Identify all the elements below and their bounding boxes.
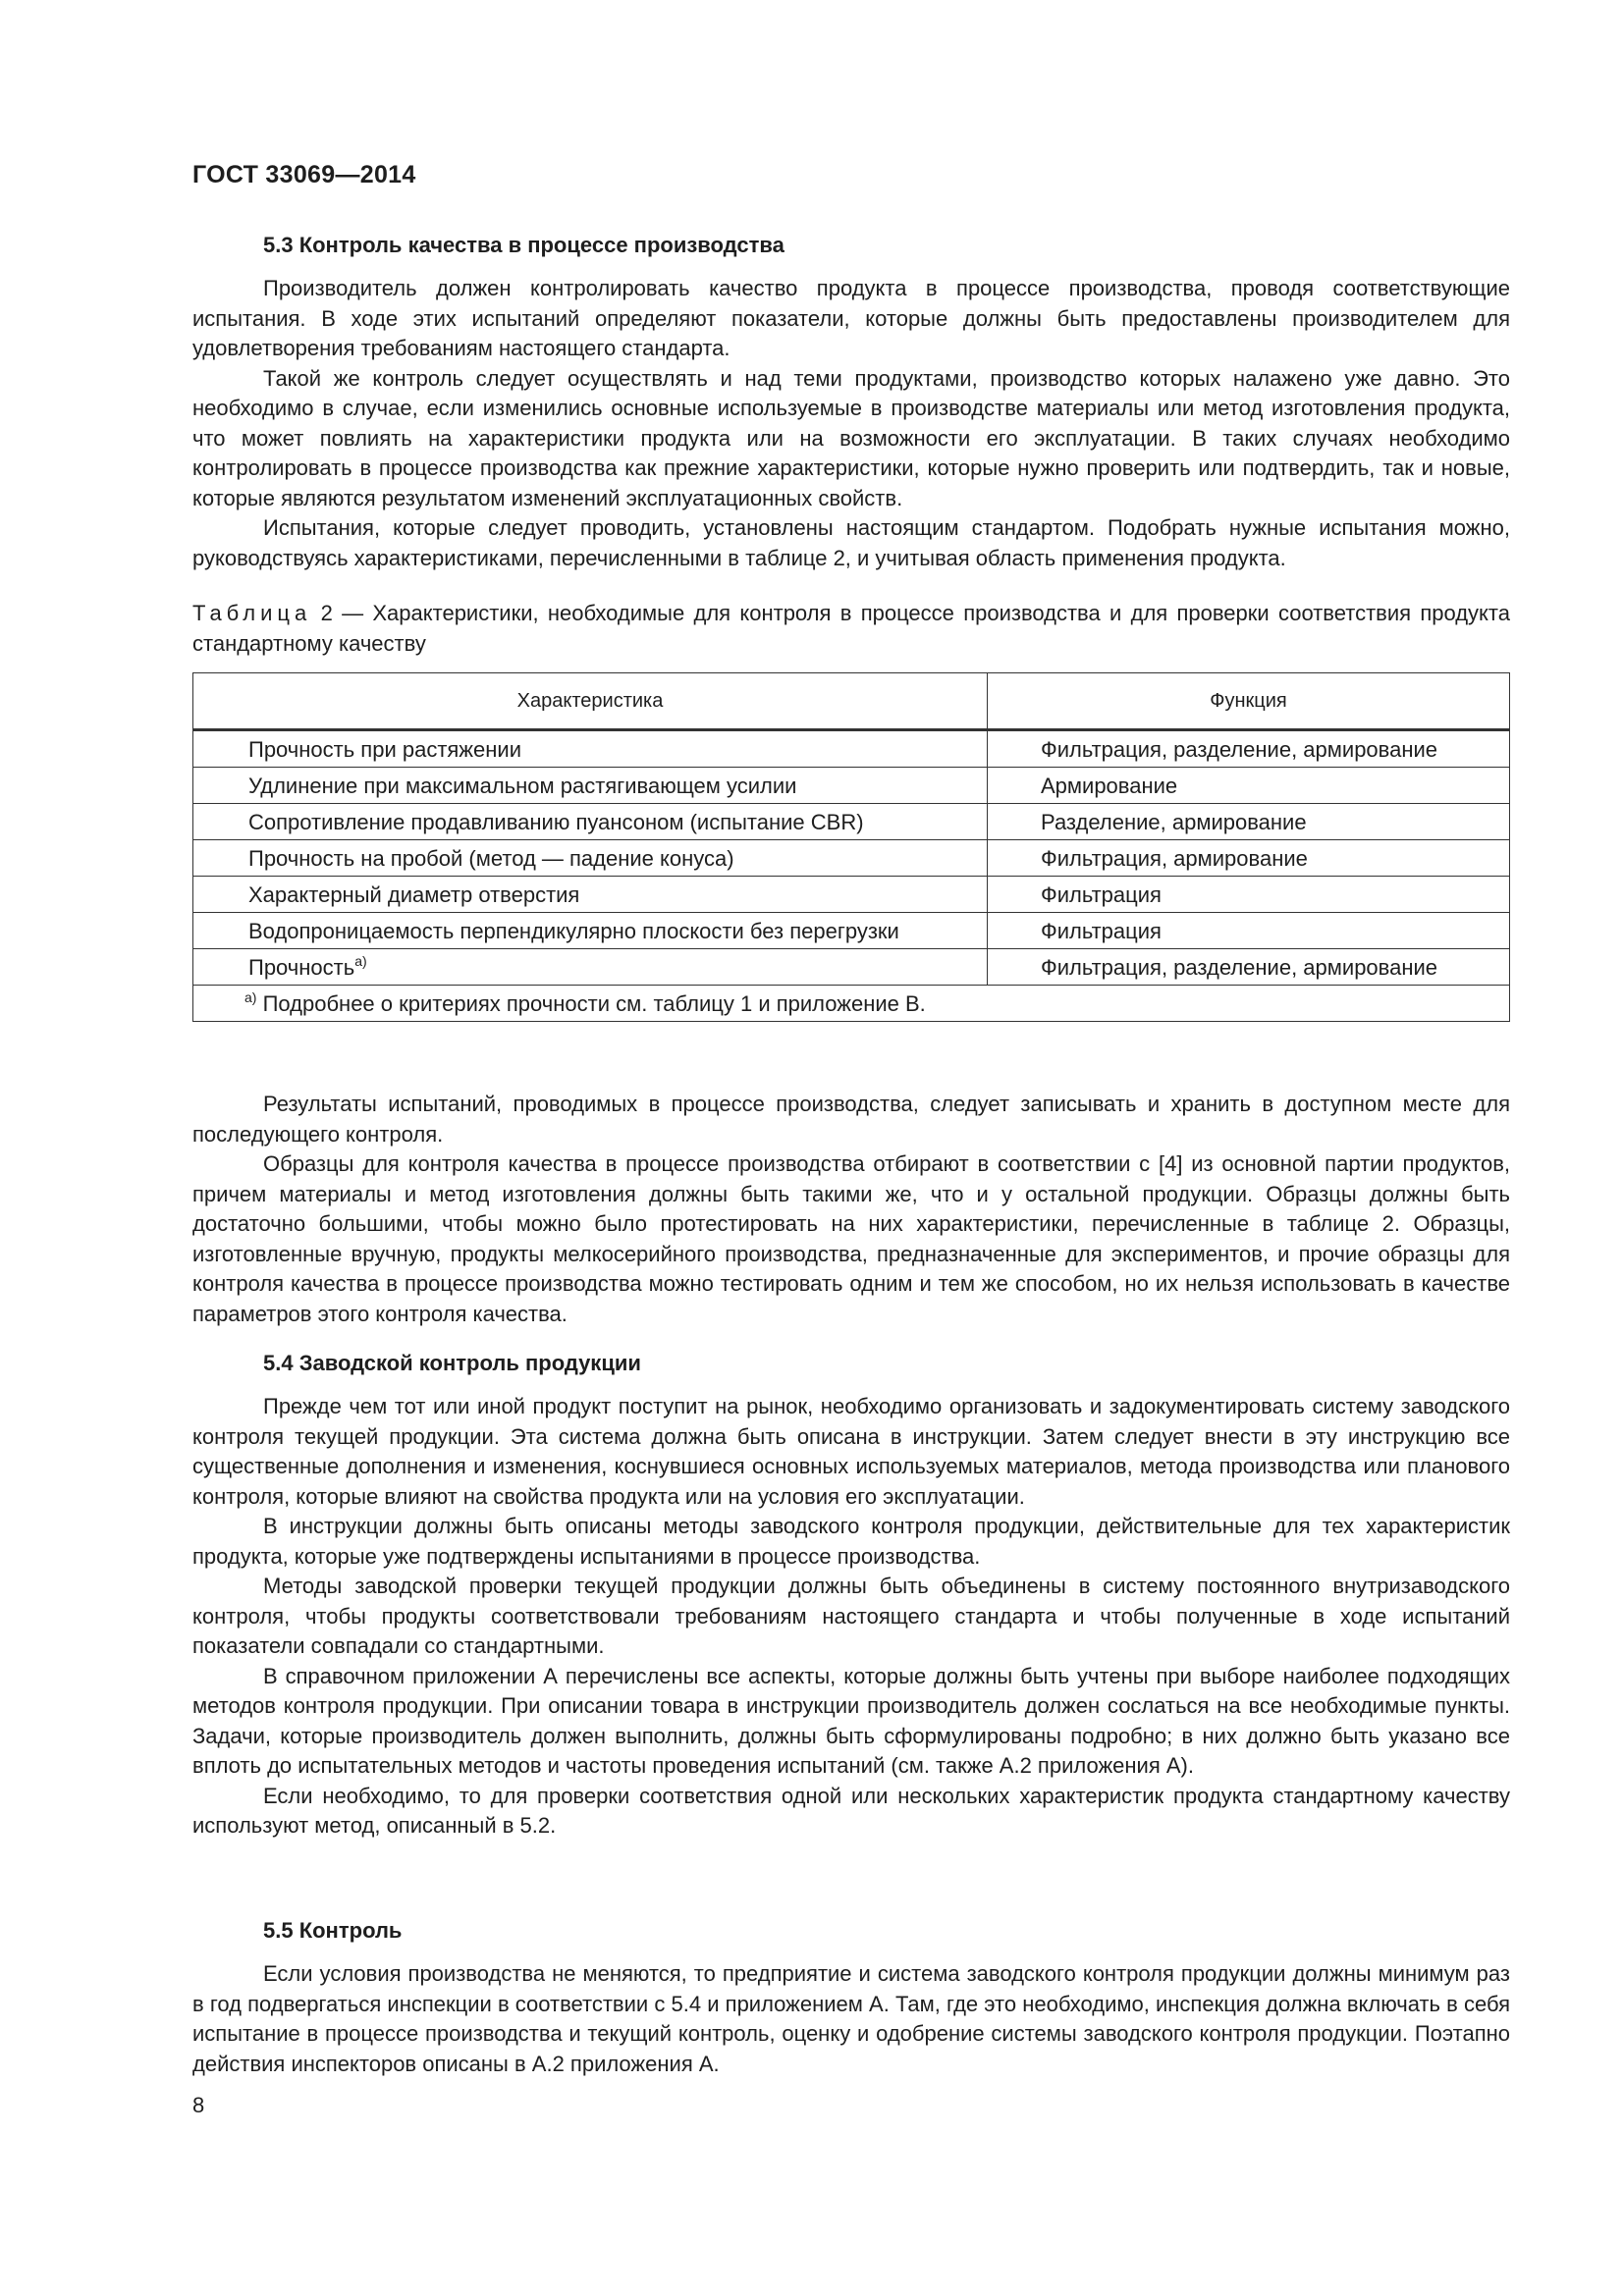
function-cell: Фильтрация, разделение, армирование bbox=[988, 730, 1510, 768]
table-header-row bbox=[193, 673, 1510, 730]
paragraph: Методы заводской проверки текущей продукции должны быть объединены в систему постоянного внутризаводского контроля, чтобы продукты соответствовали требованиям настоящего стандарта и чтобы полученные в ходе испытаний показатели совпадали со стандартными. bbox=[192, 1574, 1510, 1658]
table-label: Таблица bbox=[192, 601, 312, 625]
characteristic-cell: Сопротивление продавливанию пуансоном (испытание CBR) bbox=[248, 810, 864, 834]
function-cell: Фильтрация, армирование bbox=[988, 840, 1510, 877]
paragraph: Если необходимо, то для проверки соответствия одной или нескольких характеристик продукта стандартному качеству используют метод, описанный в 5.2. bbox=[192, 1783, 1510, 1838]
footnote-marker: а) bbox=[244, 989, 257, 1005]
page-number: 8 bbox=[192, 2093, 205, 2117]
table-2 bbox=[192, 672, 1510, 1022]
section-5-3-body bbox=[192, 274, 1510, 573]
paragraph: Такой же контроль следует осуществлять и над теми продуктами, производство которых налажено уже давно. Это необходимо в случае, если изменились основные используемые в производстве материалы или метод изготовления продукта, что может повлиять на характеристики продукта или на возможности его эксплуатации. В таких случаях необходимо контролировать в процессе производства как прежние характеристики, которые нужно проверить или подтвердить, так и новые, которые являются результатом изменений эксплуатационных свойств. bbox=[192, 365, 1510, 510]
table-footnote-row bbox=[193, 986, 1510, 1022]
function-cell: Фильтрация bbox=[988, 913, 1510, 949]
after-table-body bbox=[192, 1090, 1510, 1329]
table-row bbox=[193, 913, 1510, 949]
characteristic-cell: Водопроницаемость перпендикулярно плоскости без перегрузки bbox=[248, 919, 899, 943]
characteristic-cell: Удлинение при максимальном растягивающем усилии bbox=[248, 774, 797, 798]
document-header: ГОСТ 33069—2014 bbox=[192, 161, 416, 188]
table-footnote: Подробнее о критериях прочности см. таблицу 1 и приложение В. bbox=[262, 991, 926, 1016]
paragraph: Производитель должен контролировать качество продукта в процессе производства, проводя соответствующие испытания. В ходе этих испытаний определяют показатели, которые должны быть предоставлены производителем для удовлетворения требованиям настоящего стандарта. bbox=[192, 276, 1510, 360]
table-row bbox=[193, 768, 1510, 804]
characteristic-cell: Прочность на пробой (метод — падение конуса) bbox=[248, 846, 734, 871]
paragraph: В инструкции должны быть описаны методы заводского контроля продукции, действительные для тех характеристик продукта, которые уже подтверждены испытаниями в процессе производства. bbox=[192, 1514, 1510, 1569]
table-2-caption bbox=[192, 599, 1510, 659]
table-row bbox=[193, 840, 1510, 877]
table-row bbox=[193, 730, 1510, 768]
characteristic-cell: Характерный диаметр отверстия bbox=[248, 882, 580, 907]
footnote-marker: а) bbox=[354, 953, 367, 969]
table-row bbox=[193, 949, 1510, 986]
function-cell: Фильтрация, разделение, армирование bbox=[988, 949, 1510, 986]
paragraph: Результаты испытаний, проводимых в процессе производства, следует записывать и хранить в доступном месте для последующего контроля. bbox=[192, 1092, 1510, 1147]
table-caption-text: 2 — Характеристики, необходимые для контроля в процессе производства и для проверки соответствия продукта стандартному качеству bbox=[192, 601, 1510, 656]
column-header: Функция bbox=[988, 673, 1510, 730]
paragraph: Прежде чем тот или иной продукт поступит на рынок, необходимо организовать и задокументировать систему заводского контроля текущей продукции. Эта система должна быть описана в инструкции. Затем следует внести в эту инструкцию все существенные дополнения и изменения, коснувшиеся основных используемых материалов, метода производства или планового контроля, которые влияют на свойства продукта или на условия его эксплуатации. bbox=[192, 1394, 1510, 1509]
table-row bbox=[193, 804, 1510, 840]
table-row bbox=[193, 877, 1510, 913]
section-5-4-body bbox=[192, 1392, 1510, 1842]
document-page bbox=[192, 0, 1510, 2296]
paragraph: Испытания, которые следует проводить, установлены настоящим стандартом. Подобрать нужные испытания можно, руководствуясь характеристиками, перечисленными в таблице 2, и учитывая область применения продукта. bbox=[192, 515, 1510, 570]
characteristic-cell: Прочность при растяжении bbox=[248, 737, 521, 762]
function-cell: Армирование bbox=[988, 768, 1510, 804]
characteristic-cell: Прочность bbox=[248, 955, 355, 980]
section-5-3-title: 5.3 Контроль качества в процессе производства bbox=[263, 233, 784, 257]
paragraph: Если условия производства не меняются, то предприятие и система заводского контроля продукции должны минимум раз в год подвергаться инспекции в соответствии с 5.4 и приложением А. Там, где это необходимо, инспекция должна включать в себя испытание в процессе производства и текущий контроль, оценку и одобрение системы заводского контроля продукции. Поэтапно действия инспекторов описаны в А.2 приложения А. bbox=[192, 1961, 1510, 2076]
section-5-5-title: 5.5 Контроль bbox=[263, 1918, 403, 1943]
column-header: Характеристика bbox=[193, 673, 988, 730]
function-cell: Разделение, армирование bbox=[988, 804, 1510, 840]
paragraph: Образцы для контроля качества в процессе производства отбирают в соответствии с [4] из основной партии продуктов, причем материалы и метод изготовления должны быть такими же, что и у остальной продукции. Образцы должны быть достаточно большими, чтобы можно было протестировать на них характеристики, перечисленные в таблице 2. Образцы, изготовленные вручную, продукты мелкосерийного производства, предназначенные для экспериментов, и прочие образцы для контроля качества в процессе производства можно тестировать одним и тем же способом, но их нельзя использовать в качестве параметров этого контроля качества. bbox=[192, 1151, 1510, 1326]
function-cell: Фильтрация bbox=[988, 877, 1510, 913]
section-5-4-title: 5.4 Заводской контроль продукции bbox=[263, 1351, 641, 1375]
paragraph: В справочном приложении А перечислены все аспекты, которые должны быть учтены при выборе наиболее подходящих методов контроля продукции. При описании товара в инструкции производитель должен сослаться на все необходимые пункты. Задачи, которые производитель должен выполнить, должны быть сформулированы подробно; в них должно быть указано все вплоть до испытательных методов и частоты проведения испытаний (см. также А.2 приложения А). bbox=[192, 1663, 1510, 1778]
section-5-5-body bbox=[192, 1959, 1510, 2079]
